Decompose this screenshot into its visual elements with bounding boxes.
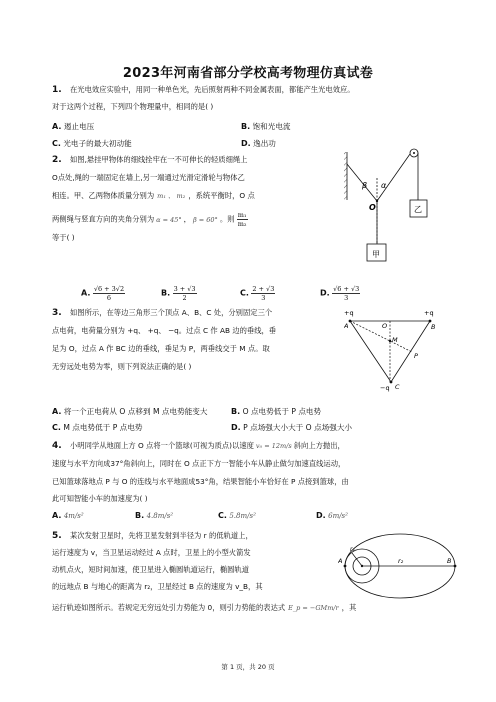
q2-line2: O点处,绳的一端固定在墙上,另一端通过光滑定滑轮与物体乙 (52, 173, 245, 182)
q3-option-c[interactable]: C. M 点电势低于 P 点电势 (52, 423, 143, 432)
svg-text:M: M (392, 336, 398, 344)
q1-option-c[interactable]: C. 光电子的最大初动能 (52, 139, 132, 148)
q2-number: 2. (52, 155, 62, 165)
q4-option-a[interactable]: A. 4m/s² (52, 511, 84, 520)
svg-text:P: P (414, 352, 418, 360)
q3-option-a[interactable]: A. 将一个正电荷从 O 点移到 M 点电势能变大 (52, 407, 208, 416)
point-b-label: B (447, 557, 452, 565)
q4-option-b[interactable]: B. 4.8m/s² (135, 511, 174, 520)
q2-option-d[interactable]: D. $\frac{√6 + √3}{3}$ (320, 285, 360, 302)
q2-option-a[interactable]: A. $\frac{√6 + 3√2}{6}$ (81, 285, 125, 302)
q4-option-c[interactable]: C. 5.8m/s² (218, 511, 256, 520)
r2-label: r₂ (398, 557, 404, 565)
q4-line4: 此可知智能小车的加速度为( ) (52, 494, 148, 503)
q2-line4: 两侧绳与竖直方向的夹角分别为 α = 45° ， β = 60° 。则 $\frac{\text{m₁}}{\text{m₂}}$ (52, 211, 247, 228)
q3-number: 3. (52, 308, 62, 318)
q1-number: 1. (52, 85, 62, 95)
q1-option-b[interactable]: B. 饱和光电流 (241, 122, 291, 131)
charge-b: +q (424, 309, 434, 317)
rope-right (377, 154, 410, 201)
wall (344, 152, 347, 200)
q2-figure (344, 148, 444, 272)
q2-line5: 等于( ) (52, 233, 75, 242)
q5-line2: 运行速度为 v，当卫星运动经过 A 点时，卫星上的小型火箭发 (52, 548, 251, 557)
o-label: O (369, 203, 376, 212)
q1-line2: 对于这两个过程，下列四个物理量中，相同的是( ) (52, 102, 214, 111)
q4-line3: 已知篮球落地点 P 与 O 的连线与水平地面成53°角，结果智能小车恰好在 P 点接到篮球，由 (52, 477, 349, 486)
page-footer: 第 1 页，共 20 页 (221, 663, 275, 671)
q5-figure (338, 529, 458, 603)
beta-label: β (362, 181, 368, 190)
q2-option-b[interactable]: B. $\frac{3 + √3}{2}$ (161, 285, 196, 302)
svg-text:C: C (395, 383, 400, 391)
q3-line1: 3. 如图所示，在等边三角形三个顶点 A、B、C 处，分别固定三个 (52, 308, 273, 318)
yi-label: 乙 (414, 205, 422, 214)
point-a-label: A (338, 557, 343, 565)
q2-ratio: $\frac{\text{m₁}}{\text{m₂}}$ (237, 211, 247, 228)
q2-line3: 相连。甲、乙两物体质量分别为 m₁ 、 m₂ ，系统平衡时，O 点 (52, 191, 255, 200)
page-title: 2023年河南省部分学校高考物理仿真试卷 (122, 66, 374, 81)
q5-number: 5. (52, 531, 62, 541)
svg-text:B: B (431, 323, 436, 331)
q1-line1: 1. 在光电效应实验中，用同一种单色光，先后照射两种不同金属表面，都能产生光电效应。 (52, 85, 355, 95)
q5-line3: 动机点火，短时间加速，使卫星进入椭圆轨道运行，椭圆轨道 (52, 565, 250, 574)
q2-option-c[interactable]: C. $\frac{2 + √3}{3}$ (240, 285, 275, 302)
q5-line1: 5. 某次发射卫星时，先将卫星发射到半径为 r 的低轨道上， (52, 531, 253, 541)
q3-option-b[interactable]: B. O 点电势低于 P 点电势 (231, 407, 322, 416)
q1-option-d[interactable]: D. 逸出功 (241, 139, 276, 148)
q5-line5: 运行轨迹如图所示。若规定无穷远处引力势能为 0，则引力势能的表达式 E_p = −GMm/r ，其 (52, 603, 357, 612)
q1-option-a[interactable]: A. 遏止电压 (52, 122, 95, 131)
q3-figure (344, 306, 436, 392)
q2-line1: 2. 如图,悬挂甲物体的细线拴牢在一不可伸长的轻质细绳上 (52, 155, 248, 165)
q5-line4: 的远地点 B 与地心的距离为 r₂，卫星经过 B 点的速度为 v_B，其 (52, 582, 263, 591)
perpendicular-ap (350, 321, 412, 352)
q3-line3: 足为 O，过点 A 作 BC 边的垂线，垂足为 P，两垂线交于 M 点。取 (52, 344, 270, 353)
q3-line2: 点电荷，电荷量分别为 +q、 +q、 −q。过点 C 作 AB 边的垂线，垂 (52, 326, 277, 335)
side-ac (350, 321, 391, 382)
q4-line2: 速度与水平方向成37°角斜向上，同时在 O 点正下方一智能小车从静止做匀加速直线运动， (52, 459, 346, 468)
q3-line4: 无穷远处电势为零，则下列说法正确的是( ) (52, 362, 192, 371)
jia-label: 甲 (372, 250, 380, 259)
alpha-label: α (381, 181, 387, 190)
svg-text:O: O (382, 322, 388, 330)
q4-option-d[interactable]: D. 6m/s² (316, 511, 348, 520)
q4-line1: 4. 小明同学从地面上方 O 点将一个篮球(可视为质点)以速度 v₀ = 12m/s 斜向上方抛出， (52, 441, 345, 451)
svg-text:A: A (344, 322, 349, 330)
r1-label: r₁ (350, 546, 355, 553)
charge-c: −q (380, 384, 390, 392)
q4-number: 4. (52, 441, 62, 451)
point-o (376, 200, 378, 202)
charge-a: +q (344, 309, 354, 317)
q3-option-d[interactable]: D. P 点场强大小大于 O 点场强大小 (231, 423, 353, 432)
